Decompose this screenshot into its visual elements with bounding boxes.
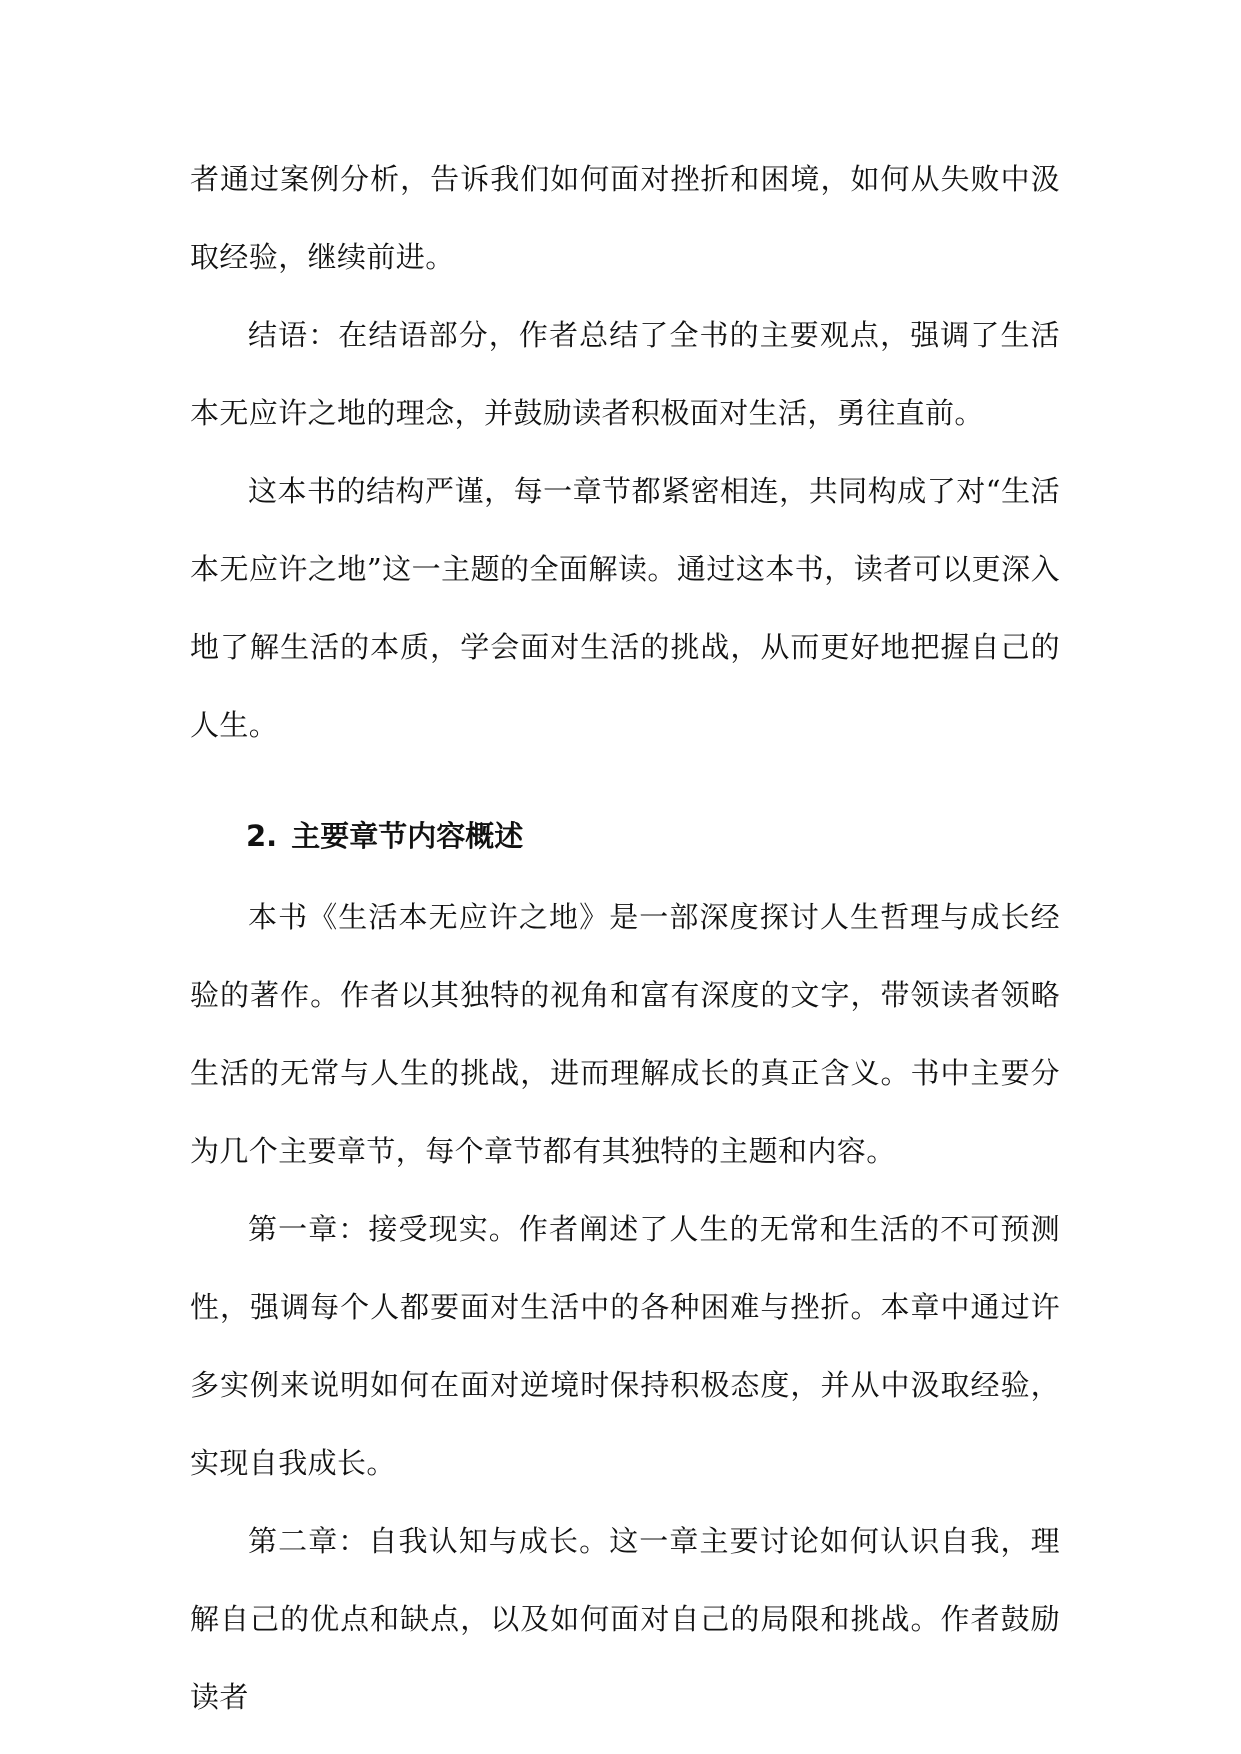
page-content <box>190 140 1060 1736</box>
section-number: 2. <box>246 819 278 853</box>
section-title: 主要章节内容概述 <box>291 819 524 853</box>
paragraph-continuation: 者通过案例分析，告诉我们如何面对挫折和困境，如何从失败中汲取经验，继续前进。 <box>190 162 1060 274</box>
section-heading <box>190 798 1060 874</box>
paragraph-book-intro: 本书《生活本无应许之地》是一部深度探讨人生哲理与成长经验的著作。作者以其独特的视角和富有深度的文字，带领读者领略生活的无常与人生的挑战，进而理解成长的真正含义。书中主要分为几个主要章节，每个章节都有其独特的主题和内容。 <box>190 900 1060 1168</box>
paragraph-chapter-one: 第一章：接受现实。作者阐述了人生的无常和生活的不可预测性，强调每个人都要面对生活中的各种困难与挫折。本章中通过许多实例来说明如何在面对逆境时保持积极态度，并从中汲取经验，实现自我成长。 <box>190 1212 1060 1480</box>
paragraph-conclusion: 结语：在结语部分，作者总结了全书的主要观点，强调了生活本无应许之地的理念，并鼓励读者积极面对生活，勇往直前。 <box>190 318 1060 430</box>
paragraph-chapter-two: 第二章：自我认知与成长。这一章主要讨论如何认识自我，理解自己的优点和缺点，以及如何面对自己的局限和挑战。作者鼓励读者 <box>190 1524 1060 1714</box>
paragraph-structure-summary: 这本书的结构严谨，每一章节都紧密相连，共同构成了对“生活本无应许之地”这一主题的全面解读。通过这本书，读者可以更深入地了解生活的本质，学会面对生活的挑战，从而更好地把握自己的人生。 <box>190 474 1060 742</box>
